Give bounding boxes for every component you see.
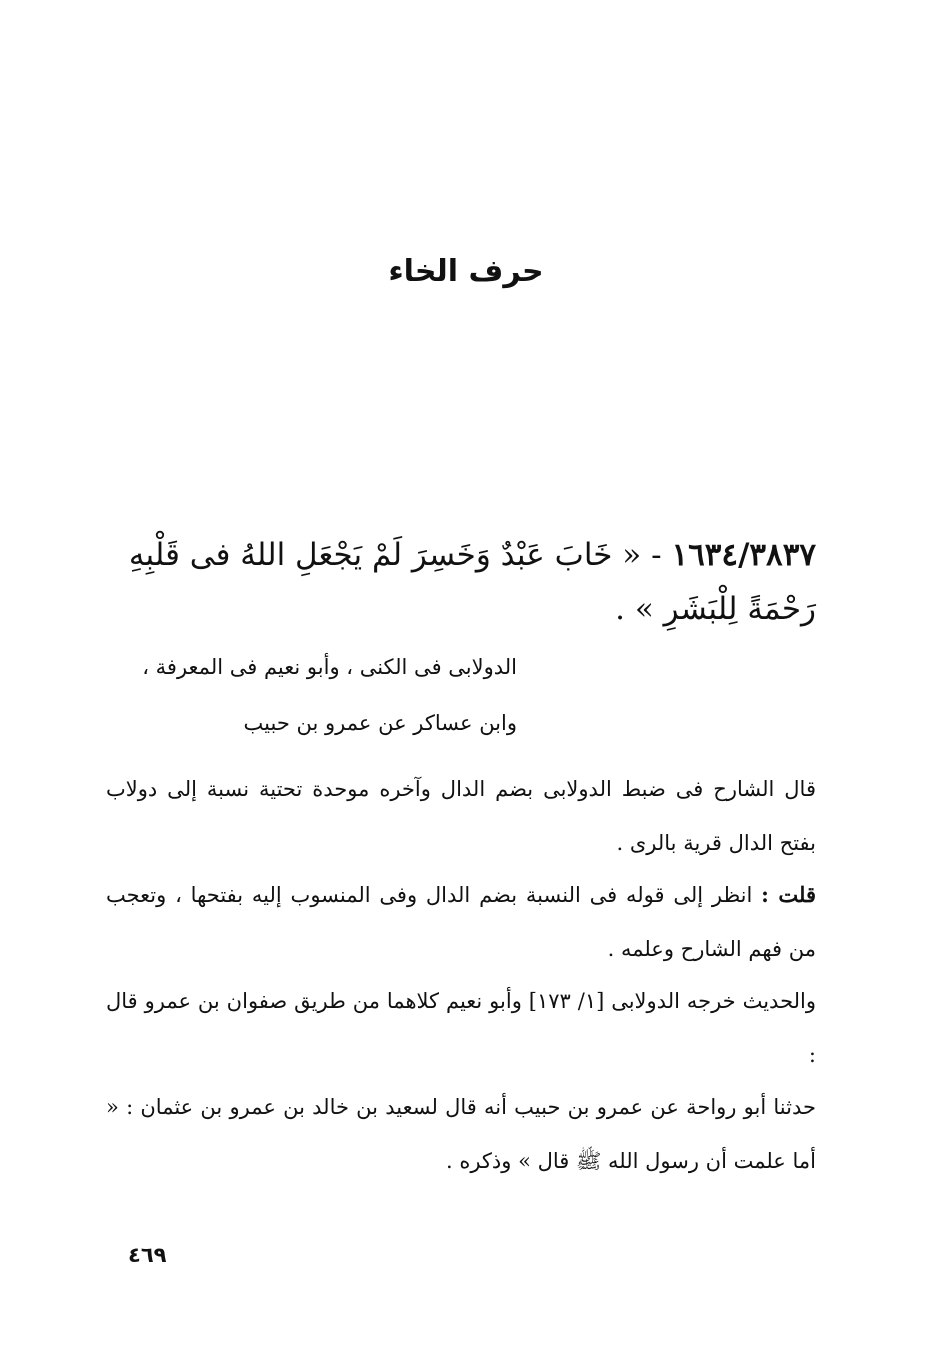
hadith-dash: -	[641, 537, 662, 573]
hadith-text: « خَابَ عَبْدٌ وَخَسِرَ لَمْ يَجْعَلِ اللهُ فى قَلْبِهِ رَحْمَةً لِلْبَشَرِ » .	[128, 537, 816, 627]
hadith-entry	[106, 528, 816, 636]
qult-label: قلت :	[761, 882, 816, 907]
commentary-paragraph-3: والحديث خرجه الدولابى [١/ ١٧٣] وأبو نعيم كلاهما من طريق صفوان بن عمرو قال :	[106, 989, 816, 1067]
hadith-number: ١٦٣٤/٣٨٣٧	[671, 537, 816, 573]
commentary-paragraph-4: حدثنا أبو رواحة عن عمرو بن حبيب أنه قال لسعيد بن خالد بن عمرو بن عثمان : « أما علمت أن رسول الله ﷺ قال » وذكره .	[106, 1095, 816, 1173]
sources-line-1: الدولابى فى الكنى ، وأبو نعيم فى المعرفة ،	[142, 655, 517, 679]
commentary-paragraph-2	[106, 868, 816, 976]
page-number: ٤٦٩	[128, 1243, 167, 1267]
commentary-paragraph-2-text: انظر إلى قوله فى النسبة بضم الدال وفى المنسوب إليه بفتحها ، وتعجب من فهم الشارح وعلمه .	[106, 883, 816, 961]
chapter-title: حرف الخاء	[388, 254, 544, 289]
commentary-paragraph-1: قال الشارح فى ضبط الدولابى بضم الدال وآخره موحدة تحتية نسبة إلى دولاب بفتح الدال قرية بالرى .	[106, 777, 816, 855]
sources-line-2: وابن عساكر عن عمرو بن حبيب	[243, 711, 517, 735]
